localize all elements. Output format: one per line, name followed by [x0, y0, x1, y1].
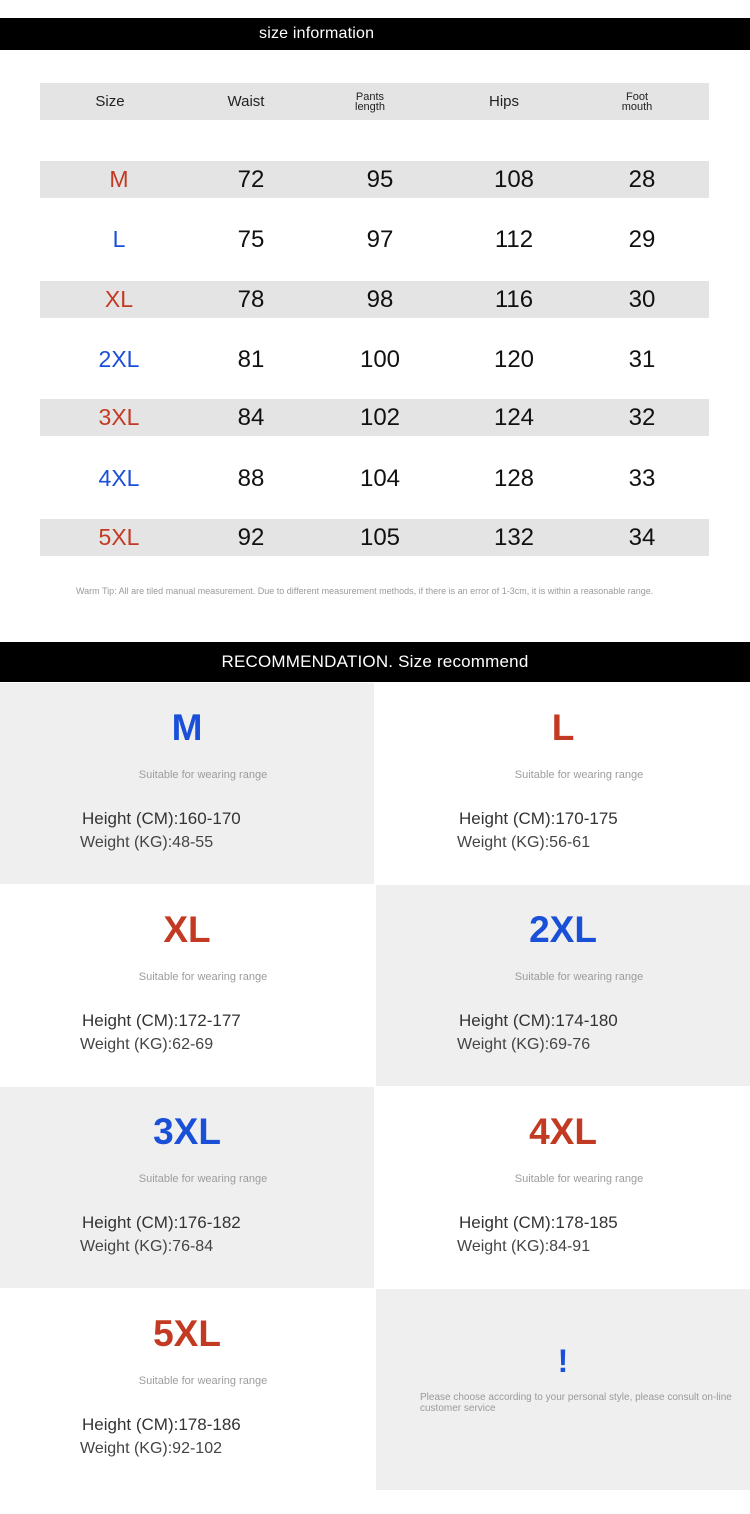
size-information-title: size information	[259, 25, 375, 42]
table-row	[40, 460, 709, 497]
table-row	[40, 399, 709, 436]
pants-length-cell: 95	[366, 165, 394, 193]
card-height: Height (CM):174-180	[459, 1011, 618, 1030]
table-row	[40, 519, 709, 556]
card-weight: Weight (KG):92-102	[80, 1440, 222, 1457]
pants-length-cell: 104	[359, 464, 401, 492]
card-weight: Weight (KG):69-76	[457, 1036, 591, 1053]
size-card-4xl	[376, 1087, 750, 1288]
size-cell: 2XL	[98, 346, 140, 372]
size-cell: L	[112, 226, 126, 252]
size-cell: 5XL	[98, 524, 140, 550]
consult-note-card	[376, 1289, 750, 1490]
card-size-label: 5XL	[153, 1313, 221, 1354]
header-waist: Waist	[227, 93, 265, 110]
size-card-m	[0, 683, 374, 884]
foot-mouth-cell: 30	[628, 285, 656, 313]
card-size-label: 3XL	[153, 1111, 221, 1152]
consult-note-text: Please choose according to your personal style, please consult on-line customer service	[420, 1392, 732, 1414]
hips-cell: 132	[493, 523, 535, 551]
waist-cell: 81	[237, 345, 265, 373]
pants-length-cell: 100	[359, 345, 401, 373]
card-weight: Weight (KG):76-84	[80, 1238, 214, 1255]
waist-cell: 75	[237, 225, 265, 253]
table-row	[40, 281, 709, 318]
waist-cell: 72	[237, 165, 265, 193]
card-size-label: M	[171, 707, 203, 748]
card-weight: Weight (KG):48-55	[80, 834, 214, 851]
waist-cell: 88	[237, 464, 265, 492]
card-subtitle: Suitable for wearing range	[514, 1173, 644, 1185]
foot-mouth-cell: 29	[628, 225, 656, 253]
card-weight: Weight (KG):56-61	[457, 834, 591, 851]
foot-mouth-cell: 34	[628, 523, 656, 551]
recommendation-title: RECOMMENDATION. Size recommend	[221, 652, 529, 671]
waist-cell: 78	[237, 285, 265, 313]
card-height: Height (CM):160-170	[82, 809, 241, 828]
table-row	[40, 221, 709, 258]
card-size-label: L	[551, 707, 575, 748]
card-weight: Weight (KG):84-91	[457, 1238, 591, 1255]
size-card-5xl	[0, 1289, 374, 1490]
card-height: Height (CM):178-186	[82, 1415, 241, 1434]
hips-cell: 124	[493, 403, 535, 431]
size-cell: XL	[104, 286, 134, 312]
size-information-banner	[0, 18, 750, 50]
size-card-2xl	[376, 885, 750, 1086]
foot-mouth-cell: 32	[628, 403, 656, 431]
pants-length-cell: 102	[359, 403, 401, 431]
card-size-label: 4XL	[529, 1111, 597, 1152]
waist-cell: 84	[237, 403, 265, 431]
size-cell: 3XL	[98, 404, 140, 430]
table-row	[40, 341, 709, 378]
card-weight: Weight (KG):62-69	[80, 1036, 214, 1053]
card-height: Height (CM):176-182	[82, 1213, 241, 1232]
header-foot-mouth: Foot mouth	[621, 90, 653, 113]
table-row	[40, 161, 709, 198]
hips-cell: 120	[493, 345, 535, 373]
size-card-l	[376, 683, 750, 884]
waist-cell: 92	[237, 523, 265, 551]
size-cell: 4XL	[98, 465, 140, 491]
pants-length-cell: 97	[366, 225, 394, 253]
hips-cell: 112	[494, 225, 534, 253]
card-subtitle: Suitable for wearing range	[138, 1173, 268, 1185]
foot-mouth-cell: 28	[628, 165, 656, 193]
hips-cell: 128	[493, 464, 535, 492]
size-cell: M	[109, 166, 129, 192]
card-size-label: XL	[163, 909, 211, 950]
header-hips: Hips	[488, 93, 519, 110]
size-card-3xl	[0, 1087, 374, 1288]
exclamation-icon: !	[557, 1343, 569, 1379]
card-subtitle: Suitable for wearing range	[138, 971, 268, 983]
pants-length-cell: 98	[366, 285, 394, 313]
size-card-xl	[0, 885, 374, 1086]
hips-cell: 108	[493, 165, 535, 193]
recommendation-banner	[0, 642, 750, 682]
card-subtitle: Suitable for wearing range	[514, 971, 644, 983]
card-height: Height (CM):178-185	[459, 1213, 618, 1232]
card-subtitle: Suitable for wearing range	[514, 769, 644, 781]
foot-mouth-cell: 31	[628, 345, 656, 373]
pants-length-cell: 105	[359, 523, 401, 551]
header-pants-length: Pants length	[355, 90, 385, 113]
card-height: Height (CM):170-175	[459, 809, 618, 828]
hips-cell: 116	[494, 285, 534, 313]
size-table-header	[40, 83, 709, 120]
header-size: Size	[95, 93, 125, 110]
card-subtitle: Suitable for wearing range	[138, 769, 268, 781]
foot-mouth-cell: 33	[628, 464, 656, 492]
warm-tip-text: Warm Tip: All are tiled manual measurement. Due to different measurement methods, if there is an error of 1-3cm, it is within a reasonable range.	[76, 586, 654, 596]
card-subtitle: Suitable for wearing range	[138, 1375, 268, 1387]
card-size-label: 2XL	[529, 909, 597, 950]
card-height: Height (CM):172-177	[82, 1011, 241, 1030]
